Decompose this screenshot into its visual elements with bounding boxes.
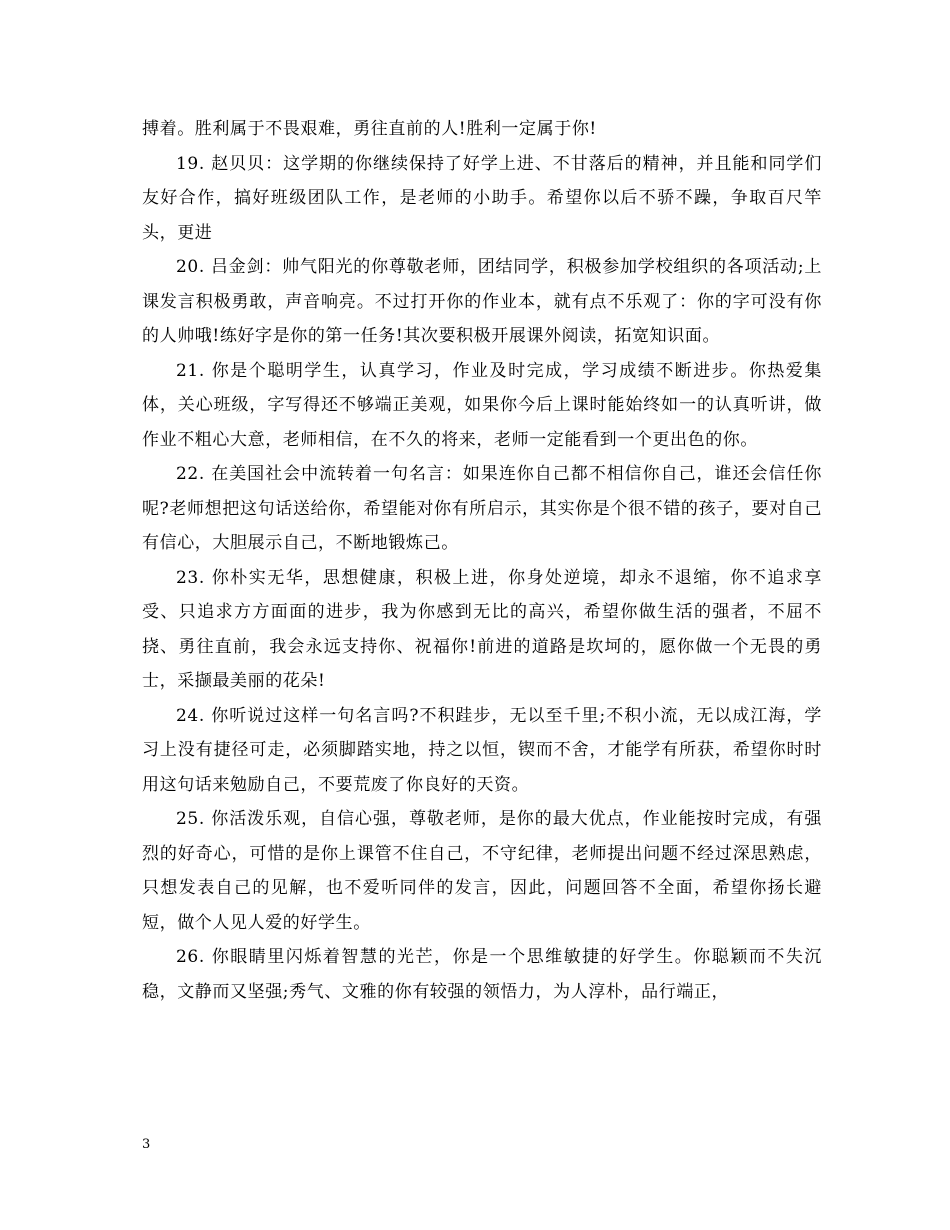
paragraph-25: 25. 你活泼乐观，自信心强，尊敬老师，是你的最大优点，作业能按时完成，有强烈的好奇心，可惜的是你上课管不住自己，不守纪律，老师提出问题不经过深思熟虑，只想发表自己的见解，也不爱听同伴的发言，因此，问题回答不全面，希望你扬长避短，做个人见人爱的好学生。 [142,809,822,933]
paragraph-24: 24. 你听说过这样一句名言吗?不积跬步，无以至千里;不积小流，无以成江海，学习上没有捷径可走，必须脚踏实地，持之以恒，锲而不舍，才能学有所获，希望你时时用这句话来勉励自己，不要荒废了你良好的天资。 [142,705,822,795]
body-text [142,112,822,1009]
page-number: 3 [142,1137,151,1152]
paragraph-continuation: 搏着。胜利属于不畏艰难，勇往直前的人!胜利一定属于你! [142,119,597,139]
paragraph-19: 19. 赵贝贝：这学期的你继续保持了好学上进、不甘落后的精神，并且能和同学们友好合作，搞好班级团队工作，是老师的小助手。希望你以后不骄不躁，争取百尺竿头，更进 [142,153,822,243]
paragraph-20: 20. 吕金剑：帅气阳光的你尊敬老师，团结同学，积极参加学校组织的各项活动;上课发言积极勇敢，声音响亮。不过打开你的作业本，就有点不乐观了：你的字可没有你的人帅哦!练好字是你的第一任务!其次要积极开展课外阅读，拓宽知识面。 [142,257,822,346]
paragraph-23: 23. 你朴实无华，思想健康，积极上进，你身处逆境，却永不退缩，你不追求享受、只追求方方面面的进步，我为你感到无比的高兴，希望你做生活的强者，不屈不挠、勇往直前，我会永远支持你、祝福你!前进的道路是坎坷的，愿你做一个无畏的勇士，采撷最美丽的花朵! [142,567,822,691]
paragraph-22: 22. 在美国社会中流转着一句名言：如果连你自己都不相信你自己，谁还会信任你呢?老师想把这句话送给你，希望能对你有所启示，其实你是个很不错的孩子，要对自己有信心，大胆展示自己，不断地锻炼己。 [142,464,822,553]
paragraph-26: 26. 你眼睛里闪烁着智慧的光芒，你是一个思维敏捷的好学生。你聪颖而不失沉稳，文静而又坚强;秀气、文雅的你有较强的领悟力，为人淳朴，品行端正， [142,947,822,1002]
paragraph-21: 21. 你是个聪明学生，认真学习，作业及时完成，学习成绩不断进步。你热爱集体，关心班级，字写得还不够端正美观，如果你今后上课时能始终如一的认真听讲，做作业不粗心大意，老师相信，在不久的将来，老师一定能看到一个更出色的你。 [142,360,822,450]
